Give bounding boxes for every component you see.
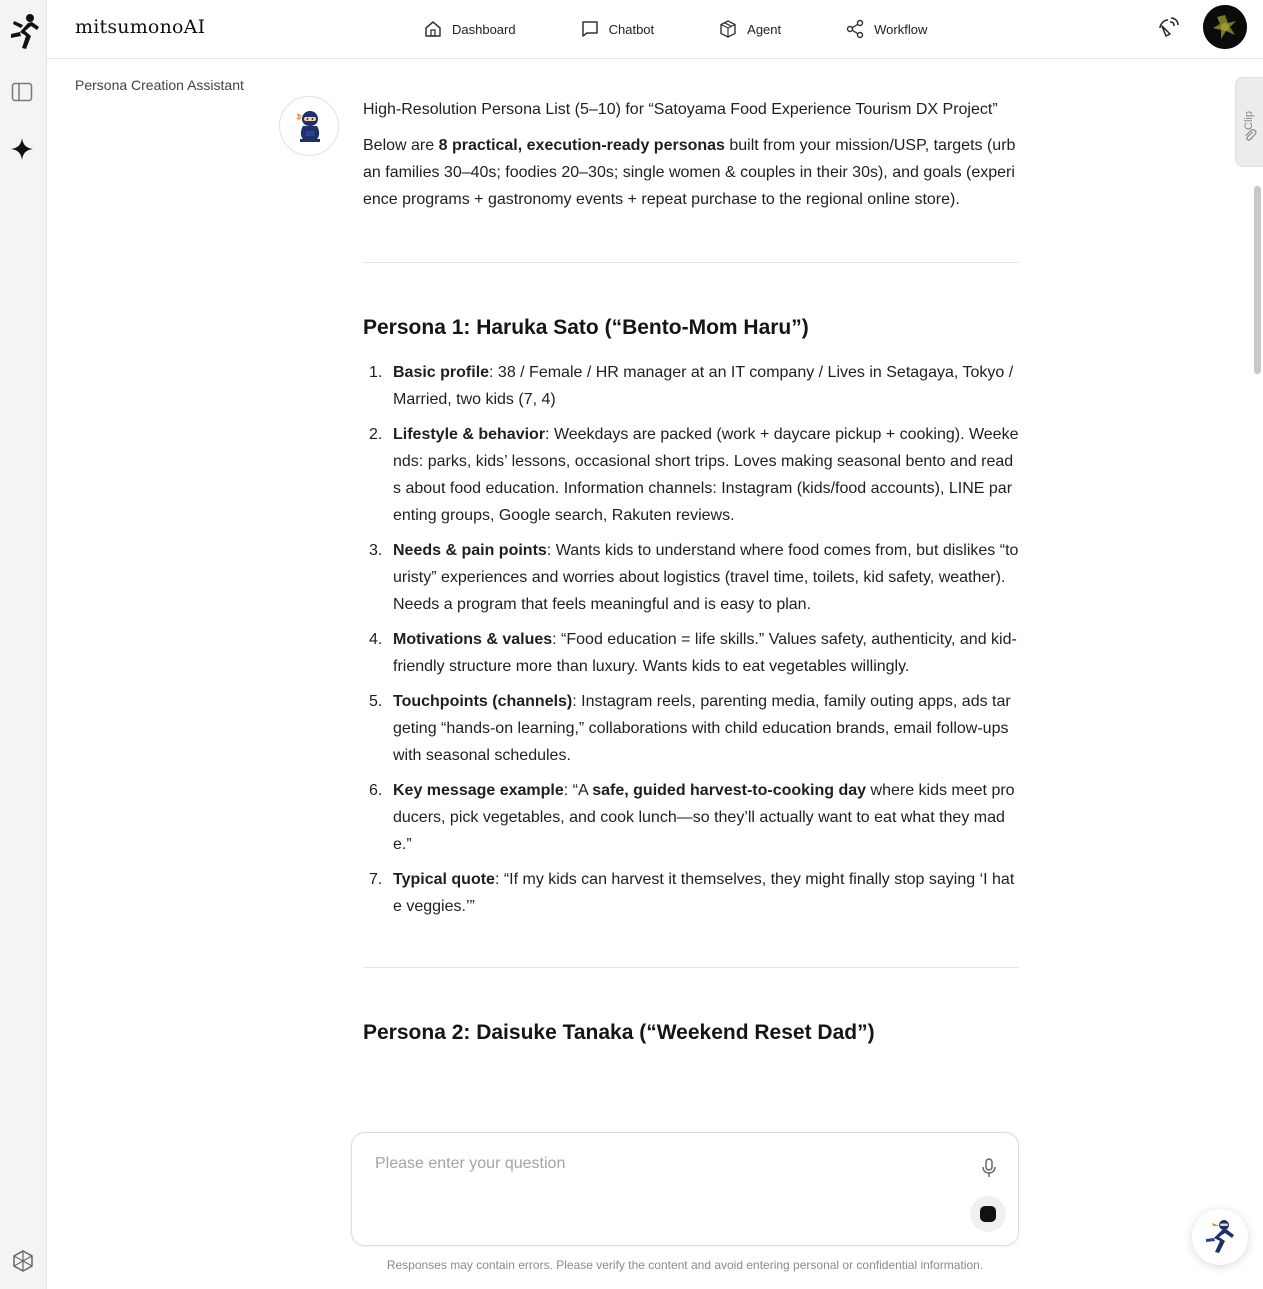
runner-logo-icon[interactable]: [6, 12, 42, 52]
stop-icon: [980, 1206, 996, 1222]
clip-label: Clip: [1243, 111, 1255, 130]
persona-1-list: [363, 359, 1019, 920]
list-item-text: : “Food education = life skills.” Values safety, authenticity, and kid-friendly structure more than luxury. Wants kids to eat vegetables willingly.: [393, 631, 1017, 675]
list-number: 2.: [369, 426, 383, 443]
list-number: 6.: [369, 782, 383, 799]
chat-input-box: [351, 1132, 1019, 1246]
list-number: 1.: [369, 364, 383, 381]
list-item-label: Key message example: [393, 782, 564, 799]
clip-tab[interactable]: [1235, 77, 1263, 167]
list-item-text: : Wants kids to understand where food comes from, but dislikes “touristy” experiences and worries about logistics (travel time, toilets, kid safety, weather). Needs a program that feels meaningful and is easy to plan.: [393, 542, 1019, 613]
list-number: 7.: [369, 871, 383, 888]
list-item-label: Needs & pain points: [393, 542, 547, 559]
list-number: 4.: [369, 631, 383, 648]
ninja-runner-icon: [1202, 1218, 1238, 1256]
list-item: [363, 421, 1019, 529]
list-item-text: : Weekdays are packed (work + daycare pickup + cooking). Weekends: parks, kids’ lessons, occasional short trips. Loves making seasonal bento and reads about food education. Information channels: Instagram (kids/food accounts), LINE parenting groups, Google search, Rakuten reviews.: [393, 426, 1019, 524]
chat-bubble-icon: [580, 19, 600, 39]
scrollbar-thumb[interactable]: [1254, 186, 1261, 374]
share-nodes-icon: [845, 19, 865, 39]
assistant-message: [363, 96, 1019, 1126]
nav-agent-label: Agent: [747, 21, 782, 37]
floating-assistant-button[interactable]: [1192, 1209, 1248, 1265]
nav-workflow-label: Workflow: [874, 21, 928, 37]
nav-agent[interactable]: [718, 19, 781, 39]
list-item-label: Basic profile: [393, 364, 490, 381]
message-intro: [363, 132, 1019, 213]
persona-1-heading: Persona 1: Haruka Sato (“Bento-Mom Haru”): [363, 316, 809, 339]
section-divider: [363, 262, 1019, 263]
list-item-text: : Instagram reels, parenting media, family outing apps, ads targeting “hands-on learning,” collaborations with child education brands, email follow-ups with seasonal schedules.: [393, 693, 1011, 764]
message-intro-title: High-Resolution Persona List (5–10) for “Satoyama Food Experience Tourism DX Project”: [363, 101, 998, 118]
cube-icon[interactable]: [11, 1249, 35, 1273]
list-item-label: Lifestyle & behavior: [393, 426, 546, 443]
nav-dashboard[interactable]: [423, 19, 516, 39]
list-item: [363, 866, 1019, 920]
list-item-text: where kids meet producers, pick vegetables, and cook lunch—so they’ll actually want to eat what they made.”: [393, 782, 1015, 853]
nav-dashboard-label: Dashboard: [452, 21, 516, 37]
list-item-label: Typical quote: [393, 871, 495, 888]
disclaimer-text: Responses may contain errors. Please verify the content and avoid entering personal or confidential information.: [386, 1258, 984, 1272]
list-item-text: : “A: [563, 782, 593, 799]
nav-chatbot-label: Chatbot: [608, 21, 655, 37]
microphone-icon[interactable]: [978, 1157, 1000, 1179]
box-icon: [718, 19, 738, 39]
nav-chatbot[interactable]: [580, 19, 655, 39]
question-input[interactable]: [375, 1155, 955, 1215]
intro-bold: 8 practical, execution-ready personas: [438, 137, 725, 154]
list-item: [363, 777, 1019, 858]
list-item: [363, 688, 1019, 769]
left-rail: [0, 0, 47, 1289]
top-header: [47, 0, 1263, 59]
persona-2-heading: Persona 2: Daisuke Tanaka (“Weekend Reset Dad”): [363, 1021, 875, 1044]
avatar-image-icon: [1203, 5, 1247, 49]
breadcrumb[interactable]: Persona Creation Assistant: [75, 77, 244, 93]
list-item-text: : 38 / Female / HR manager at an IT company / Lives in Setagaya, Tokyo / Married, two kids (7, 4): [393, 364, 1014, 408]
stop-generation-button[interactable]: [970, 1196, 1006, 1232]
brand-name[interactable]: mitsumonoAI: [75, 16, 206, 38]
assistant-avatar: [279, 96, 339, 156]
list-item-text: : “If my kids can harvest it themselves, they might finally stop saying ‘I hate veggies.’”: [393, 871, 1015, 915]
intro-pre: Below are: [363, 137, 439, 154]
user-avatar[interactable]: [1203, 5, 1247, 49]
list-item: [363, 626, 1019, 680]
intro-post: built from your mission/USP, targets (urban families 30–40s; foodies 20–30s; single women & couples in their 30s), and goals (experience programs + gastronomy events + repeat purchase to the regional online store).: [363, 137, 1016, 208]
list-item-label: Touchpoints (channels): [393, 693, 573, 710]
sparkle-icon[interactable]: [10, 137, 34, 161]
main-nav: [423, 0, 927, 58]
paperclip-icon: [1243, 128, 1257, 142]
list-item: [363, 359, 1019, 413]
list-item-bold: safe, guided harvest-to-cooking day: [592, 782, 867, 799]
list-number: 3.: [369, 542, 383, 559]
section-divider: [363, 967, 1019, 968]
nav-workflow[interactable]: [845, 19, 927, 39]
list-item-label: Motivations & values: [393, 631, 553, 648]
signal-icon[interactable]: [1156, 16, 1180, 40]
ninja-mascot-icon: [294, 109, 326, 143]
home-icon: [423, 19, 443, 39]
panel-toggle-icon[interactable]: [11, 81, 33, 103]
list-item: [363, 537, 1019, 618]
list-number: 5.: [369, 693, 383, 710]
